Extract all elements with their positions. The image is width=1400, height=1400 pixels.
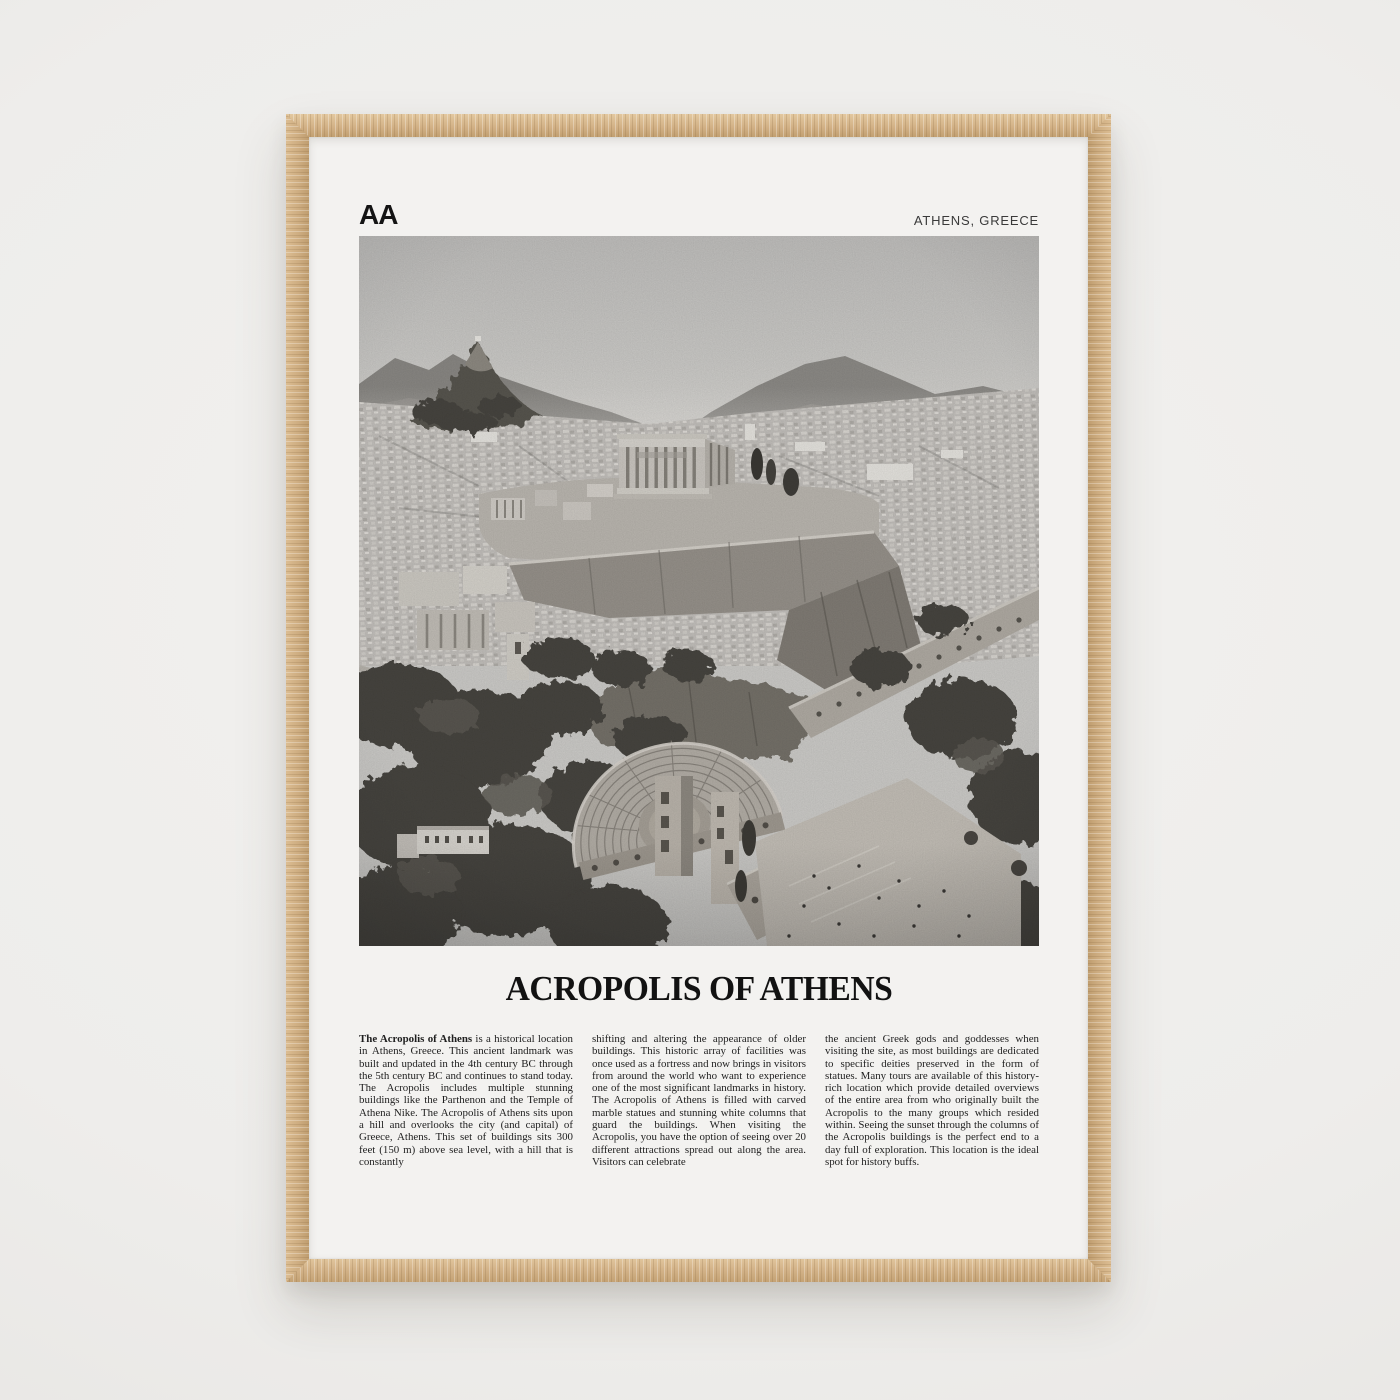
article-column-2: shifting and altering the appearance of older buildings. This historic array of facilities was once used as a fortress and now brings in visitors from around the world who want to experience one of the most significant landmarks in history. The Acropolis of Athens is filled with carved marble statues and stunning white columns that guard the buildings. When visiting the Acropolis, you have the option of seeing over 20 different attractions spread out along the area. Visitors can celebrate bbox=[592, 1033, 806, 1168]
frame-bar-bottom bbox=[286, 1259, 1111, 1282]
article-lead-in: The Acropolis of Athens bbox=[359, 1033, 473, 1045]
poster-paper bbox=[309, 137, 1088, 1259]
location-label: ATHENS, GREECE bbox=[913, 213, 1039, 228]
photo-grain bbox=[359, 236, 1039, 946]
frame-bar-top bbox=[286, 114, 1111, 137]
article-column-3: the ancient Greek gods and goddesses when visiting the site, as most buildings are dedicated to specific deities preserved in the form of statues. Many tours are available of this history-rich location which provide detailed overviews of the entire area from who originally built the Acropolis to the many groups which resided within. Seeing the sunset through the columns of the Acropolis buildings is the perfect end to a day full of exploration. This location is the ideal spot for history buffs. bbox=[825, 1033, 1039, 1168]
article-columns bbox=[359, 1033, 1039, 1168]
poster-header bbox=[359, 201, 1039, 229]
article-column-1: The Acropolis of Athens is a historical location in Athens, Greece. This ancient landmark was built and updated in the 4th century BC through the 5th century BC and continues to stand today. The Acropolis includes multiple stunning buildings like the Parthenon and the Temple of Athena Nike. The Acropolis of Athens sits upon a hill and overlooks the city (and capital) of Greece, Athens. This set of buildings sits 300 feet (150 m) above sea level, with a hill that is constantly bbox=[359, 1033, 573, 1168]
acropolis-photo bbox=[359, 236, 1039, 946]
poster-frame bbox=[286, 114, 1111, 1282]
frame-bar-left bbox=[286, 114, 309, 1282]
brand-logo: AA bbox=[359, 199, 398, 230]
poster-title: ACROPOLIS OF ATHENS bbox=[505, 969, 893, 1008]
frame-bar-right bbox=[1088, 114, 1111, 1282]
acropolis-photo-svg bbox=[359, 236, 1039, 946]
